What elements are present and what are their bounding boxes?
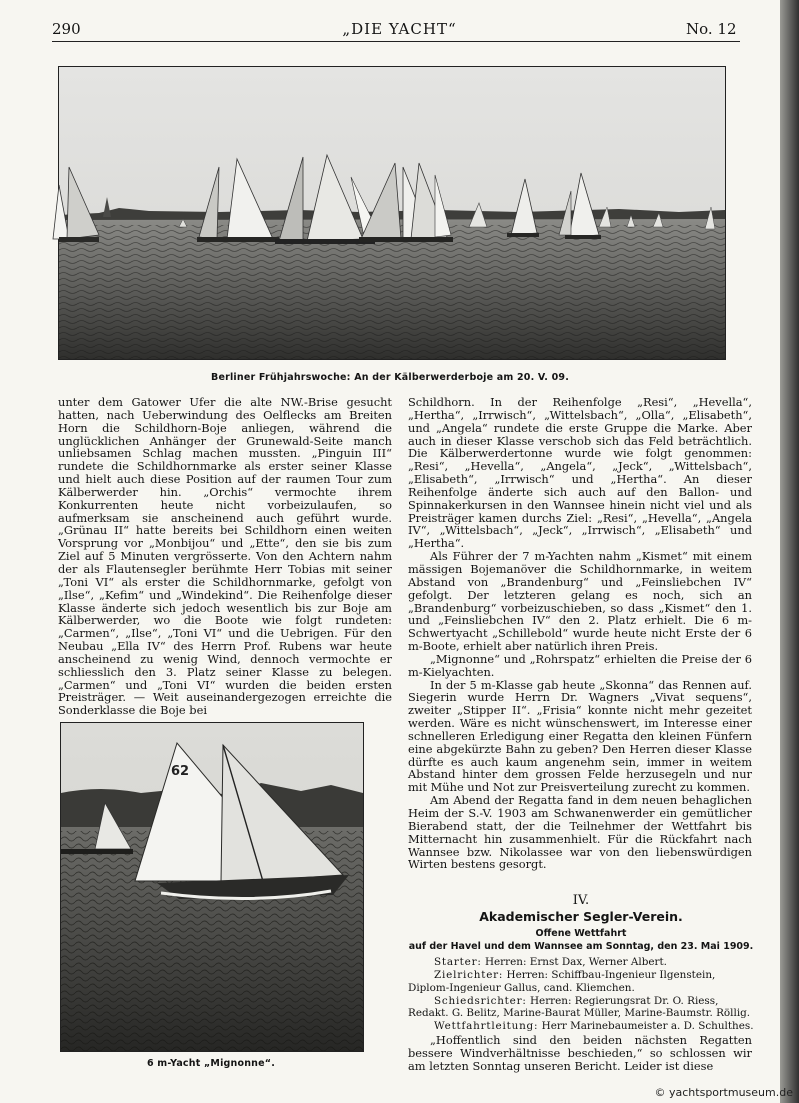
bottom-photo-caption: 6 m-Yacht „Mignonne“.: [146, 1058, 276, 1069]
official-role: Schiedsrichter:: [434, 994, 527, 1007]
official-names: Redakt. G. Belitz, Marine-Baurat Müller, Marine-Baumstr. Röllig.: [408, 1007, 751, 1020]
race-subtitle: Offene Wettfahrt: [535, 928, 627, 939]
paragraph: In der 5 m-Klasse gab heute „Skonna“ das Rennen auf. Siegerin wurde Herrn Dr. Wagners „Vivat sequens“, zweiter „Stipper II“. „Frisia“ konnte nicht mehr gezeitet werden. Wäre es nicht wünschenswert, im Interesse einer schnelleren Erledigung einer Regatta den kleinen Fünfern eine abgekürzte Bahn zu geben? Den Herren dieser Klasse dürfte es auch kaum angenehm sein, immer in weitem Abstand hinter dem grossen Felde herzusegeln und nur mit Mühe und Not zur Preisverteilung zurecht zu kommen.: [408, 677, 752, 795]
right-column: [408, 396, 752, 882]
top-photo-caption: Berliner Frühjahrswoche: An der Kälberwerderboje am 20. V. 09.: [211, 372, 569, 383]
official-names: Herren: Schiffbau-Ingenieur Ilgenstein,: [506, 968, 716, 981]
paragraph: „Mignonne“ und „Rohrspatz“ erhielten die Preise der 6 m-Kielyachten.: [408, 651, 752, 679]
official-row: [408, 1007, 752, 1020]
paragraph: Am Abend der Regatta fand in dem neuen behaglichen Heim der S.-V. 1903 am Schwanenwerder ein gemütlicher Bierabend statt, der die Teilnehmer der Wettfahrt bis Mitternacht hin zusammenhielt. Für die Rückfahrt nach Wannsee bzw. Nikolassee war von den liebenswürdigen Wirten bestens gesorgt.: [408, 793, 752, 872]
regatta-photo: [58, 66, 726, 360]
official-names: Herr Marinebaumeister a. D. Schulthes.: [541, 1020, 754, 1033]
section-number: IV.: [572, 893, 590, 908]
closing-text: [408, 1034, 752, 1086]
page-number: 290: [52, 20, 81, 38]
official-row: [408, 982, 752, 995]
official-names: Herren: Regierungsrat Dr. O. Riess,: [530, 994, 719, 1007]
race-officials: [408, 956, 752, 1033]
official-row: [408, 969, 752, 982]
paragraph: Schildhorn. In der Reihenfolge „Resi“, „Hevella“, „Hertha“, „Irrwisch“, „Wittelsbach“, „Olla“, „Elisabeth“, und „Angela“ rundete die erste Gruppe die Marke. Aber auch in dieser Klasse verschob sich das Feld beträchtlich. Die Kälberwerdertonne wurde wie folgt genommen: „Resi“, „Hevella“, „Angela“, „Jeck“, „Wittelsbach“, „Elisabeth“, „Irrwisch“ und „Hertha“. An dieser Reihenfolge änderte sich auch auf den Ballon- und Spinnakerkursen in den Wannsee hinein nicht viel und als Preisträger kamen durchs Ziel: „Resi“, „Hevella“, „Angela IV“, „Wittelsbach“, „Jeck“, „Irrwisch“, „Elisabeth“ und „Hertha“.: [408, 395, 752, 551]
official-role: Starter:: [434, 956, 482, 968]
race-event: auf der Havel und dem Wannsee am Sonntag, den 23. Mai 1909.: [408, 941, 754, 952]
regatta-photo-drawing: [59, 67, 725, 359]
sail-number: 62: [171, 764, 190, 779]
header-rule: [52, 41, 740, 42]
left-column: [58, 395, 392, 718]
issue-number: No. 12: [686, 20, 737, 38]
official-row: [408, 1020, 752, 1033]
official-role: Wettfahrtleitung:: [434, 1020, 539, 1033]
paragraph: Als Führer der 7 m-Yachten nahm „Kismet“ mit einem mässigen Bojemanöver die Schildhornmarke, in weitem Abstand von „Brandenburg“ und „Feinsliebchen IV“ gefolgt. Der letzteren gelang es noch, sich an „Brandenburg“ vorbeizuschieben, so dass „Kismet“ den 1. und „Feinsliebchen IV“ den 2. Platz erhielt. Die 6 m-Schwertyacht „Schillebold“ wurde heute nicht Erste der 6 m-Boote, erhielt aber natürlich ihren Preis.: [408, 549, 752, 654]
official-names: Herren: Ernst Dax, Werner Albert.: [484, 956, 667, 968]
official-row: [408, 995, 752, 1008]
official-role: Zielrichter:: [434, 968, 504, 981]
official-row: [408, 956, 752, 969]
paragraph: unter dem Gatower Ufer die alte NW.-Brise gesucht hatten, nach Ueberwindung des Oelflecks am Breiten Horn die Schildhorn-Boje anliegen, während die unglücklichen Anhänger der Grunewald-Seite manch unliebsamen Schlag machen mussten. „Pinguin III“ rundete die Schildhornmarke als erster seiner Klasse und hielt auch diese Position auf der raumen Tour zum Kälberwerder hin. „Orchis“ vermochte ihrem Konkurrenten heute nicht vorbeizulaufen, so aufmerksam sie anscheinend auch geführt wurde. „Grünau II“ hatte bereits bei Schildhorn einen weiten Vorsprung vor „Monbijou“ und „Ette“, den sie bis zum Ziel auf 5 Minuten vergrösserte. Von den Achtern nahm der als Flautensegler berühmte Herr Tobias mit seiner „Toni VI“ als erster die Schildhornmarke, gefolgt von „Ilse“, „Kefim“ und „Windekind“. Die Reihenfolge dieser Klasse änderte sich jedoch wesentlich bis zur Boje am Kälberwerder, wo die Boote wie folgt rundeten: „Carmen“, „Ilse“, „Toni VI“ und die Uebrigen. Für den Neubau „Ella IV“ des Herrn Prof. Rubens war heute anscheinend zu wenig Wind, dennoch vermochte er schliesslich den 3. Platz seiner Klasse zu belegen. „Carmen“ und „Toni VI“ wurden die beiden ersten Preisträger. — Weit auseinandergezogen erreichte die Sonderklasse die Boje bei: [58, 395, 392, 718]
club-heading: Akademischer Segler-Verein.: [479, 909, 683, 924]
yacht-mignonne-drawing: [61, 723, 363, 1051]
official-names: Diplom-Ingenieur Gallus, cand. Kliemchen.: [408, 981, 635, 994]
paragraph: „Hoffentlich sind den beiden nächsten Regatten bessere Windverhältnisse beschieden,“ so schlossen wir am letzten Sonntag unseren Bericht. Leider ist diese: [408, 1033, 752, 1073]
book-spine-edge: [780, 0, 799, 1103]
journal-title: „DIE YACHT“: [342, 20, 457, 38]
yacht-mignonne-photo: [60, 722, 364, 1052]
watermark: © yachtsportmuseum.de: [654, 1086, 793, 1099]
